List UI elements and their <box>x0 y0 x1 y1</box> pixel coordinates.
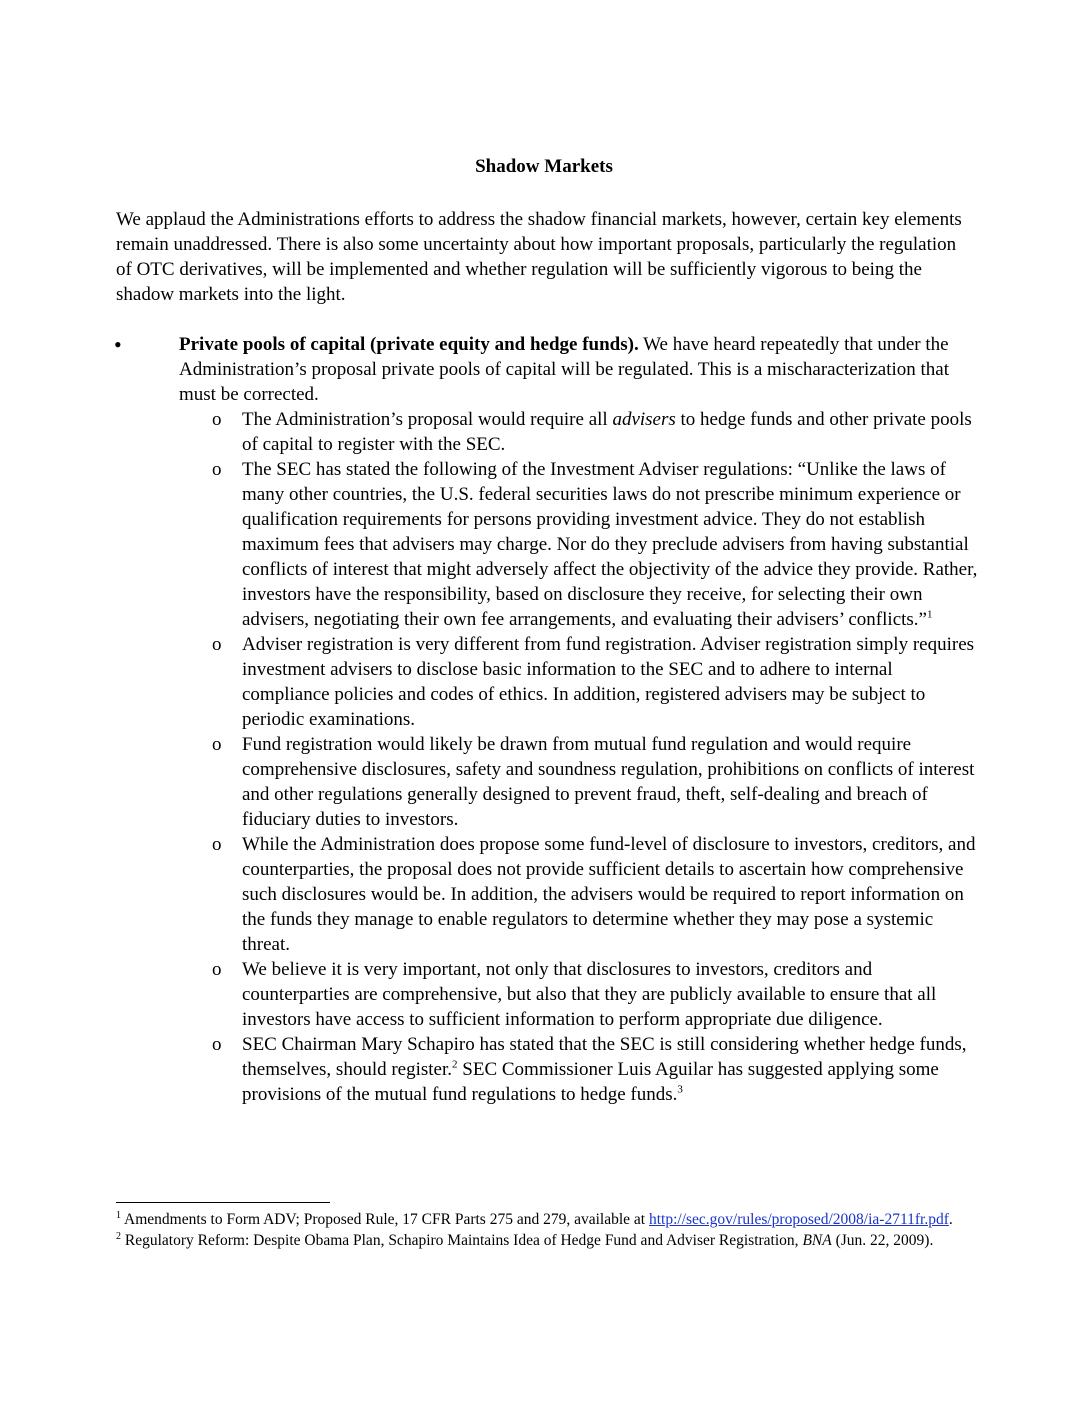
bullet-body: We have heard repeatedly that under the Administration’s proposal private pools of capital will be regulated. This is a mischaracterization that must be corrected. <box>179 334 950 405</box>
footnote-link[interactable]: http://sec.gov/rules/proposed/2008/ia-2711fr.pdf <box>648 1211 949 1228</box>
footnote-2: $^2$ Regulatory Reform: Despite Obama Plan, Schapiro Maintains Idea of Hedge Fund and Adviser Registration, BNA (Jun. 22, 2009). <box>116 1230 934 1249</box>
sub-bullet-marker: o <box>212 409 222 430</box>
footnotes <box>116 1209 976 1251</box>
section-title: Shadow Markets <box>475 156 613 177</box>
intro-paragraph: We applaud the Administrations efforts to address the shadow financial markets, however, certain key elements remain unaddressed. There is also some uncertainty about how important proposals, particularly the regulation of OTC derivatives, will be implemented and whether regulation will be sufficiently vigorous to being the shadow markets into the light. <box>116 209 962 305</box>
footnote-number: 2 <box>116 1230 121 1242</box>
list-item-text: The Administration’s proposal would require all advisers to hedge funds and other private pools of capital to register with the SEC. <box>242 409 972 455</box>
list-item-text: Fund registration would likely be drawn from mutual fund regulation and would require comprehensive disclosures, safety and soundness regulation, prohibitions on conflicts of interest and other regulations generally designed to prevent fraud, theft, self-dealing and breach of fiduciary duties to investors. <box>242 734 975 830</box>
footnote-ref[interactable]: 3 <box>677 1083 683 1096</box>
list-item <box>212 632 982 732</box>
sub-bullet-marker: o <box>212 634 222 655</box>
list-item-text: Adviser registration is very different from fund registration. Adviser registration simply requires investment advisers to disclose basic information to the SEC and to adhere to internal compliance policies and codes of ethics. In addition, registered advisers may be subject to periodic examinations. <box>242 634 975 730</box>
bullet-paragraph <box>179 332 979 407</box>
footnote-1: $^1$ Amendments to Form ADV; Proposed Rule, 17 CFR Parts 275 and 279, available at http://sec.gov/rules/proposed/2008/ia-2711fr.pdf. <box>116 1209 953 1228</box>
list-item <box>212 957 982 1032</box>
sub-bullet-marker: o <box>212 1034 222 1055</box>
bullet-heading: Private pools of capital (private equity and hedge funds). <box>179 334 639 355</box>
emphasis-advisers: advisers <box>612 409 676 430</box>
footnote-ref[interactable]: 2 <box>452 1058 458 1071</box>
sub-bullet-marker: o <box>212 459 222 480</box>
list-item-text: The SEC has stated the following of the Investment Adviser regulations: “Unlike the laws of many other countries, the U.S. federal securities laws do not prescribe minimum experience or qualification requirements for persons providing investment advice. They do not establish maximum fees that advisers may charge. Nor do they preclude advisers from having substantial conflicts of interest that might adversely affect the objectivity of the advice they provide. Rather, investors have the responsibility, based on disclosure they receive, for selecting their own advisers, negotiating their own fee arrangements, and evaluating their advisers’ conflicts.”$^1$ <box>242 459 978 630</box>
list-item-text: We believe it is very important, not only that disclosures to investors, creditors and counterparties are comprehensive, but also that they are publicly available to ensure that all investors have access to sufficient information to perform appropriate due diligence. <box>242 959 937 1030</box>
list-item <box>212 832 982 957</box>
list-item <box>212 407 982 457</box>
sub-bullet-marker: o <box>212 959 222 980</box>
sub-bullet-marker: o <box>212 834 222 855</box>
sub-bullet-marker: o <box>212 734 222 755</box>
emphasis-bna: BNA <box>802 1232 832 1249</box>
list-item <box>212 457 982 632</box>
bullet-marker: • <box>114 332 122 357</box>
list-item <box>212 732 982 832</box>
sub-bullet-list <box>212 407 982 1107</box>
footnote-ref[interactable]: 1 <box>926 608 933 621</box>
footnote-divider <box>116 1202 330 1203</box>
list-item-text: While the Administration does propose some fund-level of disclosure to investors, creditors, and counterparties, the proposal does not provide sufficient details to ascertain how comprehensive such disclosures would be. In addition, the advisers would be required to report information on the funds they manage to enable regulators to determine whether they may pose a systemic threat. <box>242 834 976 955</box>
footnote-number: 1 <box>116 1209 121 1221</box>
list-item-text: SEC Chairman Mary Schapiro has stated that the SEC is still considering whether hedge funds, themselves, should register.$^2$ SEC Commissioner Luis Aguilar has suggested applying some provisions of the mutual fund regulations to hedge funds.$^3$ <box>242 1034 967 1105</box>
list-item <box>212 1032 982 1107</box>
